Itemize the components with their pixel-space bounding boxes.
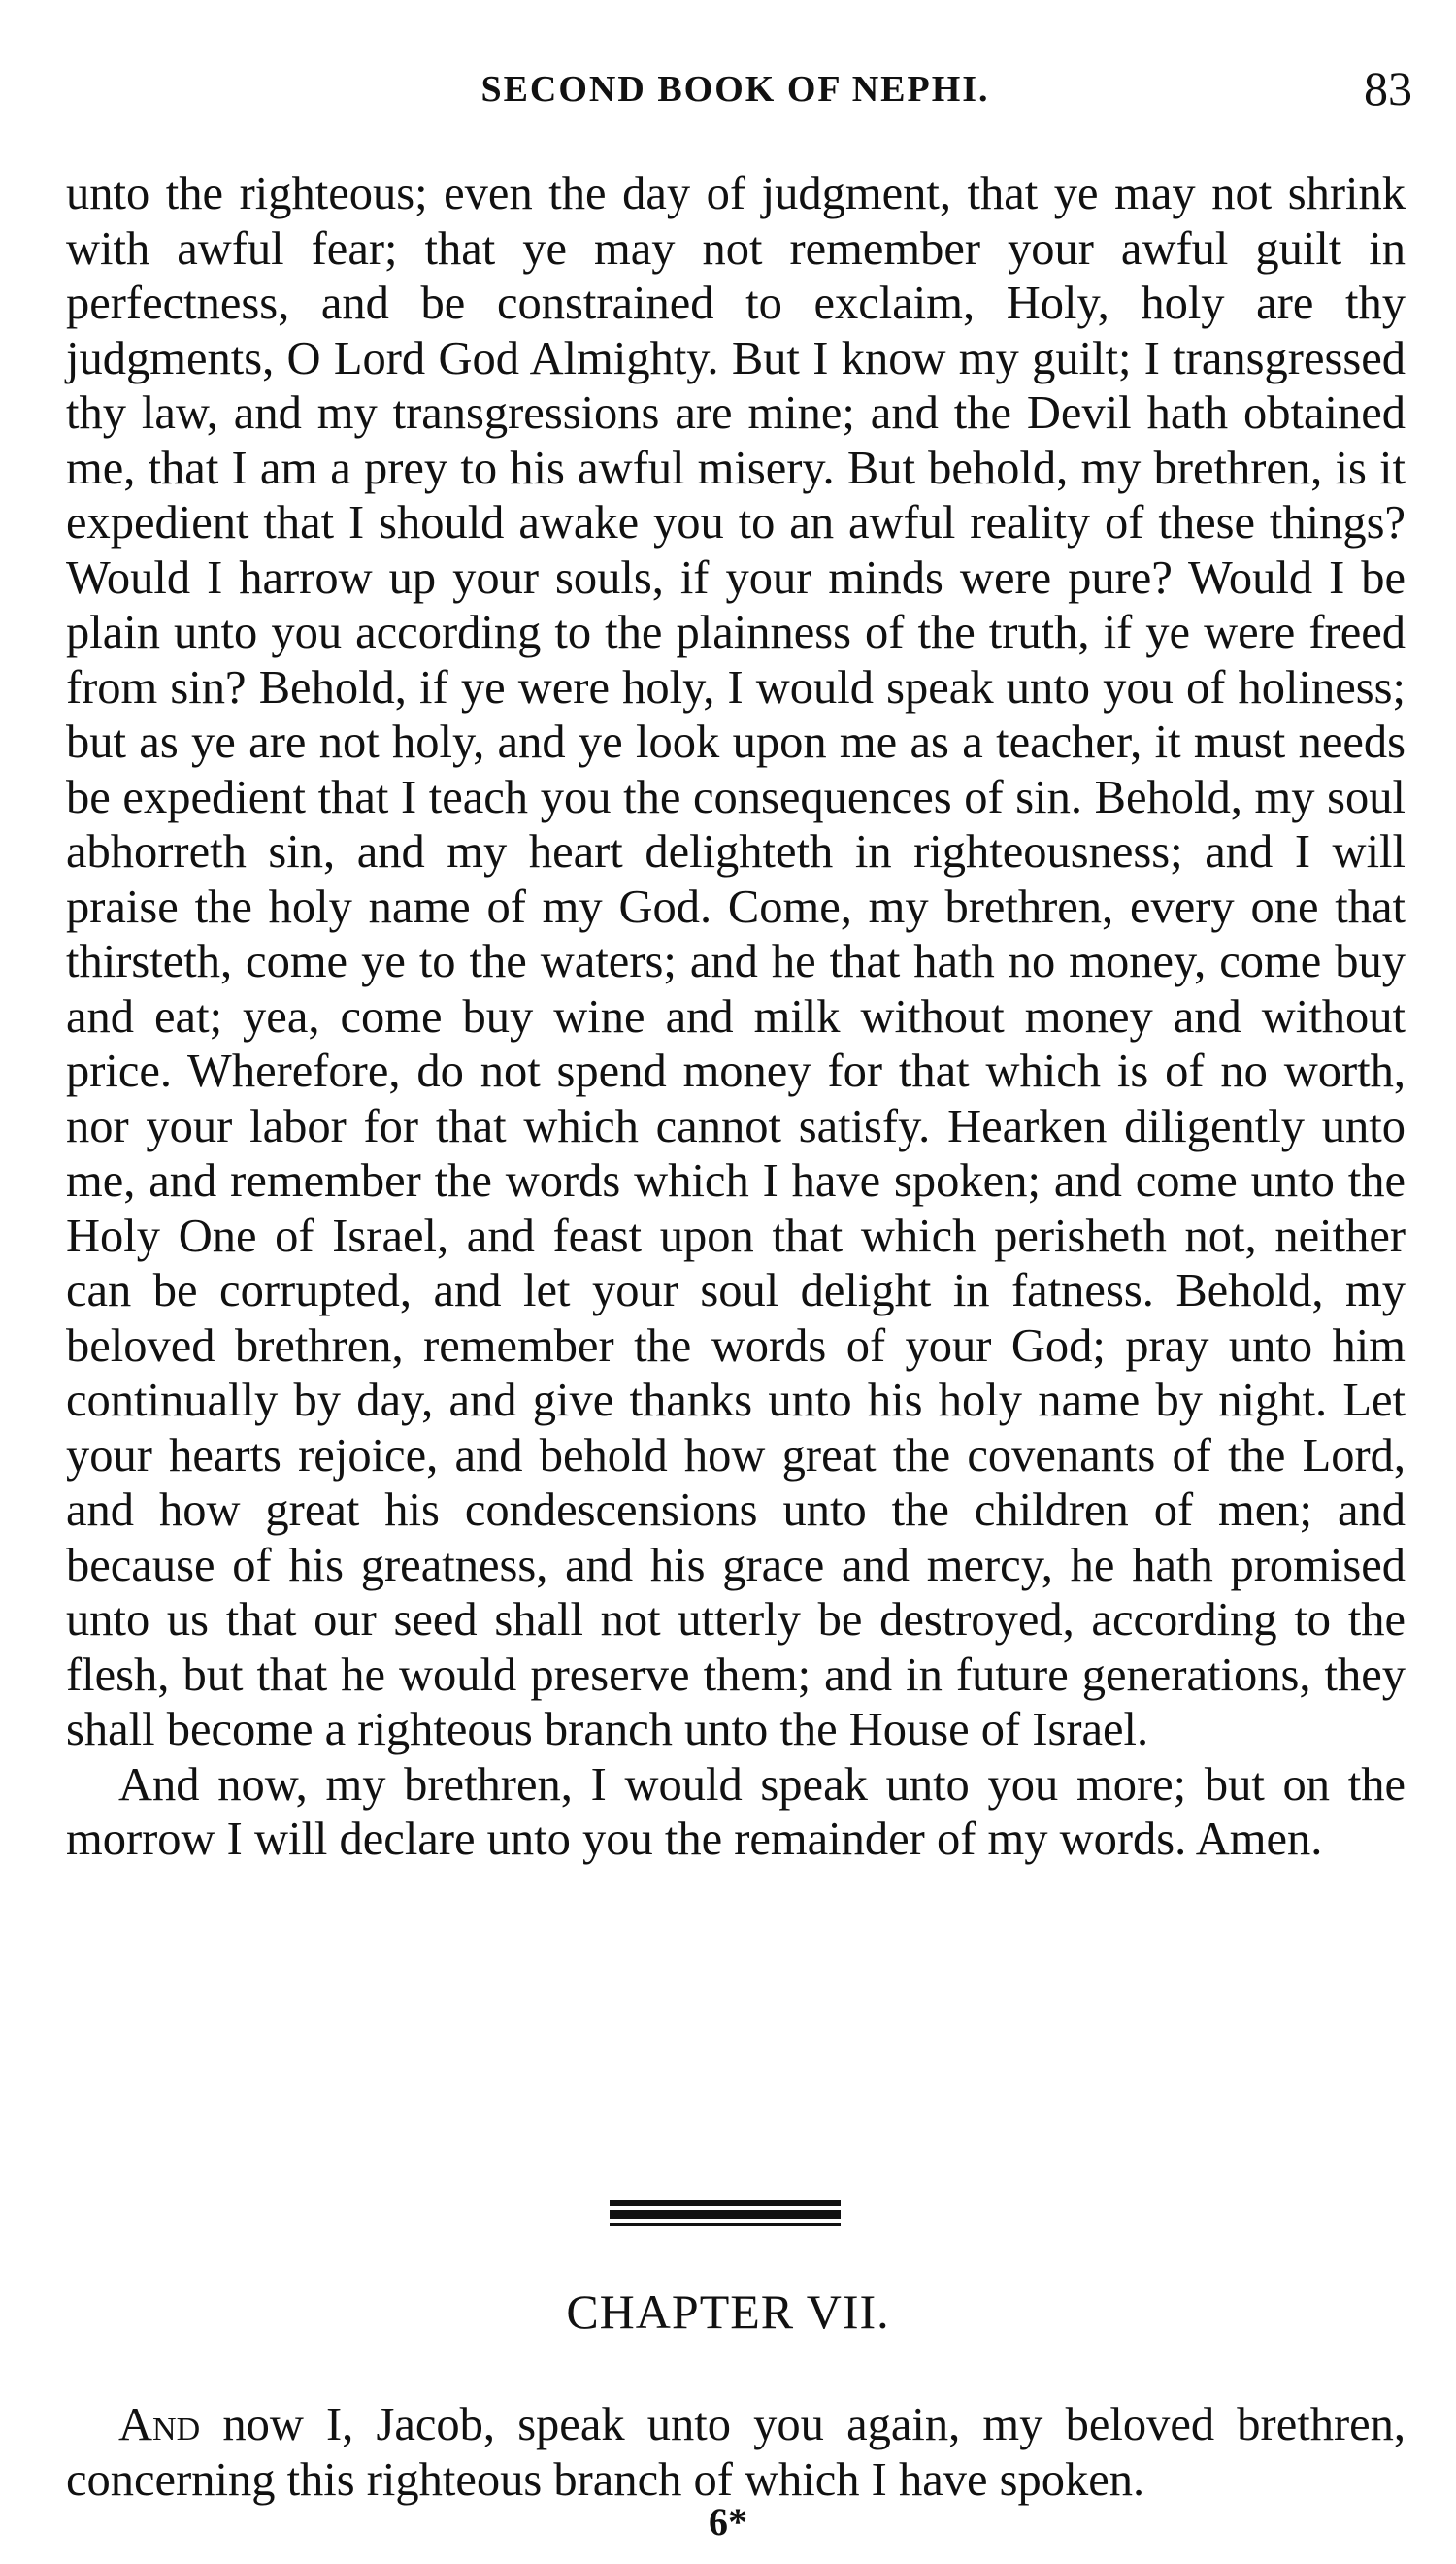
body-text [66,167,1406,1868]
chapter-opening-paragraph [66,2398,1406,2508]
paragraph-closing: And now, my brethren, I would speak unto you more; but on the morrow I will declare unto you the remainder of my words. Amen. [66,1758,1406,1865]
chapter-opening-text: now I, Jacob, speak unto you again, my beloved brethren, concerning this righteous branch of which I have spoken. [66,2399,1406,2506]
signature-mark: 6* [709,2500,747,2544]
paragraph-continued: unto the righteous; even the day of judgment, that ye may not shrink with awful fear; that ye may not remember your awful guilt in perfectness, and be constrained to exclaim, Holy, holy are thy judgments, O Lord God Almighty. But I know my guilt; I transgressed thy law, and my transgressions are mine; and the Devil hath obtained me, that I am a prey to his awful misery. But behold, my brethren, is it expedient that I should awake you to an awful reality of these things? Would I harrow up your souls, if your minds were pure? Would I be plain unto you according to the plainness of the truth, if ye were freed from sin? Behold, if ye were holy, I would speak unto you of holiness; but as ye are not holy, and ye look upon me as a teacher, it must needs be expedient that I teach you the consequences of sin. Behold, my soul abhorreth sin, and my heart delighteth in righteousness; and I will praise the holy name of my God. Come, my brethren, every one that thirsteth, come ye to the waters; and he that hath no money, come buy and eat; yea, come buy wine and milk without money and without price. Wherefore, do not spend money for that which is of no worth, nor your labor for that which cannot satisfy. Hearken diligently unto me, and remember the words which I have spoken; and come unto the Holy One of Israel, and feast upon that which perisheth not, neither can be corrupted, and let your soul delight in fatness. Behold, my beloved brethren, remember the words of your God; pray unto him continually by day, and give thanks unto his holy name by night. Let your hearts rejoice, and behold how great the covenants of the Lord, and how great his condescensions unto the children of men; and because of his greatness, and his grace and mercy, he hath promised unto us that our seed shall not utterly be destroyed, according to the flesh, but that he would preserve them; and in future generations, they shall become a righteous branch unto the House of Israel. [66,168,1406,1755]
chapter-heading: CHAPTER VII. [566,2284,890,2339]
running-title: SECOND BOOK OF NEPHI. [480,69,990,110]
chapter-opening-word: And [118,2399,201,2450]
running-header [58,60,1412,128]
section-divider-rule [610,2200,841,2227]
page-number: 83 [1364,61,1412,116]
